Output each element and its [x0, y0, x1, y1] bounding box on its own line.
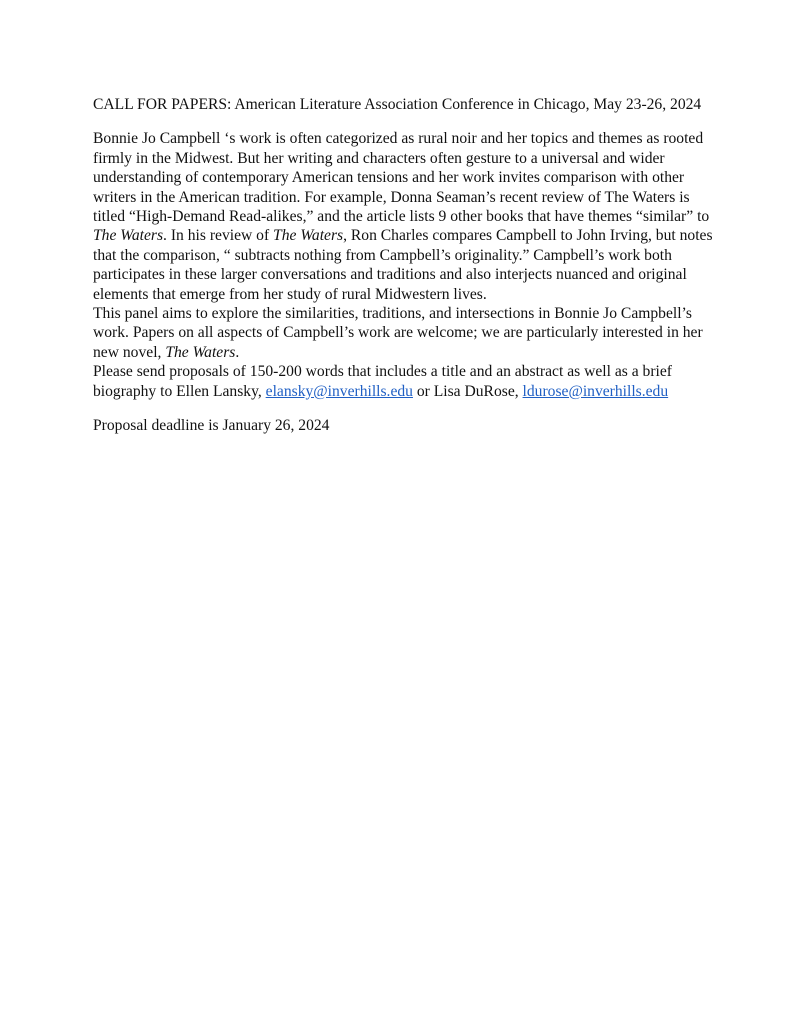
submission-text-2: or Lisa DuRose,: [412, 382, 523, 400]
panel-text-2: .: [235, 343, 240, 361]
email-link-ldurose[interactable]: ldurose@inverhills.edu: [522, 382, 669, 400]
email-link-elansky[interactable]: elansky@inverhills.edu: [265, 382, 413, 400]
intro-paragraph: [93, 129, 715, 304]
book-title: The Waters: [273, 227, 344, 245]
intro-text-2: . In his review of: [163, 227, 274, 245]
intro-text-1: Bonnie Jo Campbell ‘s work is often categorized as rural noir and her topics and themes as rooted firmly in the Midwest. But her writing and characters often gesture to a universal and wider understanding of contemporary American tensions and her work invites comparison with other writers in the American tradition. For example, Donna Seaman’s recent review of The Waters is titled “High-Demand Read-alikes,” and the article lists 9 other books that have themes “similar” to: [93, 130, 710, 226]
intro-text-3: , Ron Charles compares Campbell to John Irving, but notes that the comparison, “ subtracts nothing from Campbell’s originality.” Campbell’s work both participates in these larger conversations and traditions and also interjects nuanced and original elements that emerge from her study of rural Midwestern lives.: [93, 227, 713, 303]
deadline-text: Proposal deadline is January 26, 2024: [93, 417, 330, 435]
document-body: [93, 95, 715, 436]
book-title: The Waters: [165, 343, 236, 361]
call-for-papers-heading: CALL FOR PAPERS: American Literature Association Conference in Chicago, May 23-26, 2024: [93, 96, 702, 113]
panel-text-1: This panel aims to explore the similarities, traditions, and intersections in Bonnie Jo Campbell’s work. Papers on all aspects of Campbell’s work are welcome; we are particularly interested in her new novel,: [93, 305, 703, 361]
submission-paragraph: [93, 362, 715, 401]
book-title: The Waters: [93, 227, 164, 245]
submission-text-1: Please send proposals of 150-200 words that includes a title and an abstract as well as a brief biography to Ellen Lansky,: [93, 363, 672, 400]
panel-paragraph: [93, 304, 715, 362]
